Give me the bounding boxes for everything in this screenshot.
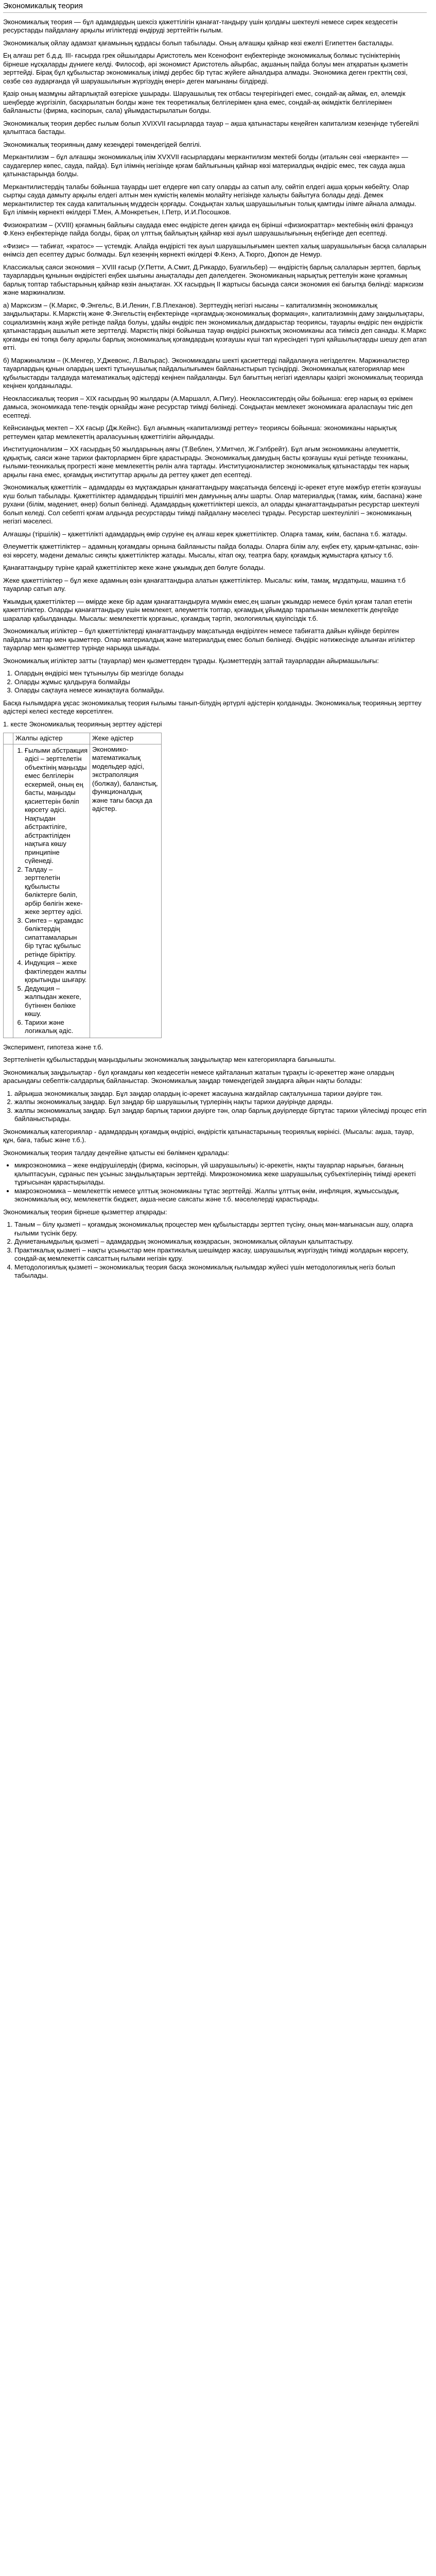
list-item: 2. жалпы экономикалық заңдар. Бұл заңдар бір шаруашылық түрлерінің нақты тарихи дәуірінде даряды.: [14, 1098, 427, 1107]
paragraph-physiocracy: Физиократизм – (XVIII) қоғамның байлығы саудада емес өндірісте деген қағида ең бірінші «физиократтар» мектебінің өкілі француз Ф.Кенэ еңбектерінде пайда болды, бірақ ол үлттық байлықтың қайнар көзі ауыл шаруашылығының еңбегінде деп есептеді.: [3, 221, 413, 237]
table-caption: 1. кесте Экономикалық теорияның зерттеу әдістері: [3, 720, 162, 728]
paragraph: Экономикалық теорияның даму кезеңдері төмендегідей белгілі.: [3, 140, 202, 148]
list-item: • макроэкономика – мемлекеттік немесе ұлттық экономиканы тұтас зерттейді. Жалпы ұлттық өнім, инфляция, жұмыссыздық, экономикалық өсу, мемлекеттік бюджет, ақша-несие саясаты және т.б. мәселелерді қарастырады.: [14, 1187, 427, 1204]
table-cell-general: [13, 744, 90, 1038]
paragraph-definition: Экономикалық теория — бұл адамдардың шексіз қажеттілігін қанағат-тандыру үшін қолдағы шектеулі немесе сирек кездесетін ресурстарды пайдалану арқылы игіліктерді өндіруді зерттейтін ғылым.: [3, 18, 398, 34]
article: [0, 0, 430, 1295]
list-item: • микроэкономика – жеке өндірушілердің (фирма, кәсіпорын, үй шаруашылығы) іс-әрекетін, нақты тауарлар нарығын, бағаның қалыптасуын, сұраныс пен ұсыныс заңдылықтарын зерттейді. Микроэкономика жеке шаруашылық субъектілерінің тиімді әрекеті тұрғысынан қарастырылады.: [14, 1161, 427, 1187]
list-item: 2. Оларды жұмыс қалдыруға болмайды: [14, 678, 427, 687]
list-item: 4. Методологиялық қызметі – экономикалық теория басқа экономикалық ғылымдар жүйесі үшін методологиялық негіз болып табылады.: [14, 1263, 427, 1280]
functions-list: [3, 1221, 427, 1280]
list-item: 1. Олардың өндірісі мен тұтынылуы бір мезгілде болады: [14, 669, 427, 678]
list-item: 3. жалпы экономикалық заңдар. Бұл заңдар барлық тарихи дәуірге тән, олар барлық дәуірлерде біртұтас тарихи үйлесімді процес етіп байланыстырады.: [14, 1107, 427, 1124]
paragraph: Қазір оның мазмұны айтарлықтай өзгеріске ұшырады. Шаруашылық тек отбасы теңгерігіндегі емес, сондай-ақ аймақ, ел, әлемдік шеңберде жүргізіліп, басқарылатын болды және тек теоретикалық белгілерімен қана емес, сондай-ақ әкімдіктік белгілерімен байланысты (фирма, кәсіпорын, сала) ұйымдастырылатын болды.: [3, 90, 406, 114]
list-item: 5. Дедукция – жалпыдан жекеге, бүтіннен бөлікке көшу.: [25, 985, 88, 1019]
list-item: 3. Практикалық қызметі – нақты ұсыныстар мен практикалық шешімдер жасау, шаруашылық жүргізудің тиімді жолдарын көрсету, сондай-ақ мемлекеттік саясаттың ғылыми негізін құру.: [14, 1246, 427, 1263]
list-item: 1. Таным – білу қызметі – қоғамдық экономикалық процестер мен құбылыстарды зерттеп түсіну, оның мән-мағынасын ашу, оларға ғылыми түсінік беру.: [14, 1221, 427, 1238]
methods-table: [3, 733, 162, 1038]
economic-laws-list: [3, 1090, 427, 1124]
paragraph-marginalism: б) Маржинализм – (К.Менгер, У.Джевонс, Л.Вальрас). Экономикадағы шекті қасиеттерді пайдалануға негізделген. Маржиналистер тауарлардың құнын олардың шекті тұтынушылық пайдалылығымен байланыстырып түсіндірді. Экономикалық категориялар мен құбылыстарды талдауда математикалық әдістерді кеңінен пайдаланды. Бұл бағыттың негізгі идеялары қазіргі экономикалық теорияда кеңінен қолданылады.: [3, 356, 423, 389]
paragraph: Қанағаттандыру түріне қарай қажеттіліктер жеке және ұжымдық деп бөлуге болады.: [3, 564, 265, 571]
table-row: [4, 744, 162, 1038]
paragraph-mercantilism: Меркантилизм – бұл алғашқы экономикалық ілім XVXVIІ ғасырлардағы меркантилизм мектебі болды (итальян сөзі «мерканте» — саудагерлер көпес, сауда, пайда). Бұл ілімнің негізінде қоғам байлығының қайнар көзі материалдық өндіріс емес, тек сауда ақша қатынастарында болды.: [3, 153, 408, 178]
table-header-row: [4, 733, 162, 744]
paragraph-marxism: а) Марксизм – (К.Маркс, Ф.Энгельс, В.И.Ленин, Г.В.Плеханов). Зерттеудің негізгі нысаны – капитализмнің экономикалық заңдылықтары. К.Маркстің және Ф.Энгельстің еңбектерінде «қоғамдық-экономикалық формация», капитализмнің даму заңдылықтары, социализмнің жаңа жүйе ретінде пайда болуы, ұдайы өндіріс пен экономикалық дағдарыстар теориясы, тауарлы өндіріс пен өндірістік қатынастардың ашылып жете зерттелді. Маркстің пікірі бойынша тауар өндірісі рыноктық экономиканы аса тиімсіз деп санады. К.Маркс қоғамды екі топқа бөлу арқылы барлық экономикалық қоғамдардың қозғаушы күші тап күресіндегі түрлі қайшылықтарды шешу деп атап өтті.: [3, 301, 427, 351]
paragraph: Экономикалық теория бірнеше қызметтер атқарады:: [3, 1208, 167, 1216]
analysis-levels-list: [3, 1161, 427, 1204]
paragraph: Экономикалық игіліктер затты (тауарлар) мен қызметтерден тұрады. Қызметтердің заттай тауарлардан айырмашылығы:: [3, 656, 379, 665]
paragraph-keynesian: Кейнсиандық мектеп – ХХ ғасыр (Дж.Кейнс). Бұл ағымның «капитализмді реттеу» теориясы бойынша: экономиканы нарықтық реттеумен қатар мемлекеттің араласуының қажеттілігін айқындады.: [3, 424, 397, 440]
list-item: 6. Тарихи және логикалық әдіс.: [25, 1019, 88, 1036]
paragraph-laws: Экономикалық заңдылықтар - бұл қоғамдағы көп кездесетін немесе қайталанып жататын тұрақты іс-әрекеттер және олардың арасындағы себептік-салдарлық байланыстар. Экономикалық заңдар төмендегідей заңдарға айқын нақты болады:: [3, 1068, 394, 1084]
paragraph-neoclassical: Неоклассикалық теория – XIX ғасырдың 90 жылдары (А.Маршалл, А.Пигу). Неоклассиктердің ойы бойынша: егер нарық өз еркімен дамыса, экономикада тепе-теңдік орнайды және ресурстар тиімді бөлінеді. Сондықтан мемлекет экономикаға араласпауы тиіс деп есептеді.: [3, 394, 413, 419]
paragraph-classical: Классикалық саяси экономия – ХVІІІ ғасыр (У.Петти, А.Смит, Д.Рикардо, Буагильбер) — өндірістің барлық салаларын зерттеп, барлық тауарлардың құнынын өндірістегі еңбек шығыны анықталады деп дәлелдеген. Экономиканың нарықтық реттелуін және қоғамның барлық топтар табыстарының қайнар көзін анықтаған. ХХ ғасырдың ІІ жартысы басында саяси экономия екі бағытқа бөлінді: марксизм және маржинализм.: [3, 263, 424, 296]
table-cell-special: Экономико-математикалық модельдер әдісі, экстраполяция (болжау), баланстық, функционалдық және тағы басқа да әдістер.: [90, 744, 162, 1038]
list-item: 1. Ғылыми абстракция әдісі – зерттелетін объектінің маңызды емес белгілерін ескермей, оның ең басты, маңызды қасиеттерін бөліп көрсету әдісі. Нақтыдан абстрактіліге, абстрактіліден нақтыға көшу принципіне сүйенеді.: [25, 747, 88, 866]
table-header-special: Жеке әдістер: [90, 733, 162, 744]
paragraph: Экономикалық теория дербес ғылым болып XVIXVII ғасырларда тауар – ақша қатынастары кеңейген капитализм кезеңінде түбегейлі қалыптаса бастады.: [3, 119, 419, 135]
paragraph: Әлеуметтік қажеттіліктер – адамның қоғамдағы орнына байланысты пайда болады. Оларға білім алу, еңбек ету, қарым-қатынас, өзін-өзі көрсету, мәдени демалыс сияқты қажеттіліктер жатады. Мысалы, кітап оқу, театрға бару, қоғамдық жұмыстарға қатысу т.б.: [3, 543, 420, 559]
list-item: 1. айрықша экономикалық заңдар. Бұл заңдар олардың іс-әрекет жасауына жағдайлар сақталуынша тарихи дәуірге тән.: [14, 1090, 427, 1098]
paragraph: Ұжымдық қажеттіліктер — өмірде жеке бір адам қанағаттандыруға мүмкін емес,ең шағын ұжымдар немесе бүкіл қоғам талап ететін қажеттіліктер. Оларды қанағаттандыру үшін мемлекет, әлеуметтік топтар, қоғамдық ұйымдар тарапынан мемлекеттік деңгейде шаралар қабылданады. Мысалы: мемлекеттік қорғаныс, қоғамдық тәртіп, экологиялық қауіпсіздік т.б.: [3, 597, 412, 622]
list-item: 2. Талдау – зерттелетін құбылысты бөліктерге бөліп, әрбір бөлігін жеке-жеке зерттеу әдісі.: [25, 866, 88, 917]
paragraph: Алғашқы (тіршілік) – қажеттілікті адамдардың өмір сүруіне ең алғаш керек қажеттіліктер. Оларға тамақ, киім, баспана т.б. жатады.: [3, 530, 408, 538]
paragraph-needs: Экономикалық қажеттілік – адамдарды өз мұқтаждарын қанағаттандыру мақсатында белсенді іс-әрекет етуге мәжбүр ететін қозғаушы күш болып табылады. Қажеттіліктер адамдардың тіршілігі мен дамуының алғы шарты. Олар материалдық (тамақ, киім, баспана) және рухани (білім, мәдениет, өнер) болып бөлінеді. Адамдардың қажеттіліктері шексіз, ал оларды қанағаттандыратын ресурстар шектеулі болып келеді. Сол себепті қоғам алдында ресурстарды тиімді пайдалану мәселесі тұрады. Ресурстар шектеулілігі – экономиканың негізгі мәселесі.: [3, 483, 422, 525]
paragraph: Экономикалық ойлау адамзат қағамының құрдасы болып табылады. Оның алғашқы қайнар көзі ежелгі Египеттен басталады.: [3, 39, 394, 47]
paragraph-categories: Экономикалық категориялар - адамдардың қоғамдық өндірісі, өндірістік қатынастарының теориялық көрінісі. (Мысалы: ақша, тауар, құн, баға, табыс және т.б.).: [3, 1127, 414, 1144]
services-differences-list: [3, 669, 427, 695]
table-footer-text: Эксперимент, гипотеза және т.б.: [3, 1043, 103, 1051]
paragraph: Меркантилистердің талабы бойынша тауарды шет елдерге көп сату оларды аз сатып алу, сөйтіп елдегі ақша қорын көбейту. Олар сыртқы сауда дамыту арқылы елдегі алтын мен күмістің көлемін молайту негізінде халықты байытуға болады деді. Демек меркантилистер тек сауда капиталының мүддесін қорғады. Сондықтан халық шаруашылығын толық қамтиды ілімге айнала алмады. Бұл ілімнің көрнекті өкілдері Т.Мен, А.Монкретьен, І.Петр, И.И.Посошков.: [3, 182, 416, 216]
paragraph: Ең алғаш рет б.д.д. ІІІ- ғасырда грек ойшылдары Аристотель мен Ксенофонт еңбектерінде экономикалық болмыс түсініктерінің бірнеше нұсқаларды дүниеге келді. Философ, әрі экономист Аристотель айырбас, ақшаның пайда болуы мен атқаратын қызметін зерттейді. Бірақ бұл құбылыстар экономикалық ілімді дербес бір түтас жүйеге айналдыра алмады. Экономика деген гректтің сөзі, сөзбе сөз аударғанда үй шаруашылығын жүргізудің өнері» деген мағынаны білдіреді.: [3, 52, 408, 85]
paragraph-institutionalism: Институционализм – ХХ ғасырдың 50 жылдарының аяғы (Т.Веблен, У.Митчел, Ж.Гэлбрейт). Бұл ағым экономиканы әлеуметтік, құқықтық, саяси және тарихи факторлармен бірге қарастырады. Экономикалық дамудың басты қозғаушы күші ретінде техниканы, ғылыми-техникалық прогресті және мемлекеттің рөлін алға тартады. Институционалистер экономикалық қатынастарды тек нарық арқылы ғана емес, қоғамдық институттар арқылы да реттеу қажет деп есептеді.: [3, 445, 409, 479]
page-title: Экономикалық теория: [3, 1, 427, 13]
paragraph: Зерттелінетін құбылыстардың маңыздылығы экономикалық заңдылықтар мен категорияларға бағынышты.: [3, 1056, 336, 1063]
paragraph: Экономикалық теория талдау деңгейіне қатысты екі бөлімнен құралады:: [3, 1148, 230, 1157]
list-item: 2. Дүниетанымдылық қызметі – адамдардың экономикалық көзқарасын, экономикалық ойлауын қалыптастыру.: [14, 1238, 427, 1246]
paragraph: Жеке қажеттіліктер – бұл жеке адамның өзін қанағаттандыра алатын қажеттіліктер. Мысалы: киім, тамақ, мұздатқыш, машина т.б тауарлар сатып алу.: [3, 576, 406, 592]
paragraph: «Физис» — табиғат, «кратос» — үстемдік. Алайда өндірісті тек ауыл шаруашылығымен шектеп халық шаруашылығын басқа салаларын өнімсіз деп есептеу дұрыс болмады. Бұл кезеңнің көрнекті өкілдері Ф.Кенэ, А.Тюрго, Дюпон де Немур.: [3, 242, 427, 258]
list-item: 3. Синтез – құрамдас бөліктердің сипаттамаларын бір тұтас құбылыс ретінде біріктіру.: [25, 917, 88, 959]
list-item: 3. Оларды сақтауға немесе жинақтауға болмайды.: [14, 686, 427, 695]
paragraph-goods: Экономикалық игіліктер – бұл қажеттіліктерді қанағаттандыру мақсатында өндірілген немесе табиғатта дайын күйінде берілген пайдалы заттар мен қызметтер. Олар материалдық және материалдық емес болып бөлінеді. Өндіріс нәтижесінде алынған игіліктер тауарлар мен қызметтер түрінде нарыққа шығады.: [3, 627, 415, 652]
paragraph: Басқа ғылымдарға ұқсас экономикалық теория ғылымы танып-білудің әртүрлі әдістерін қолданады. Экономикалық теорияның зерттеу әдістері келесі кестеде көрсетілген.: [3, 699, 422, 715]
table-header-general: Жалпы әдістер: [13, 733, 90, 744]
list-item: 4. Индукция – жеке фактілерден жалпы қорытынды шығару.: [25, 959, 88, 985]
